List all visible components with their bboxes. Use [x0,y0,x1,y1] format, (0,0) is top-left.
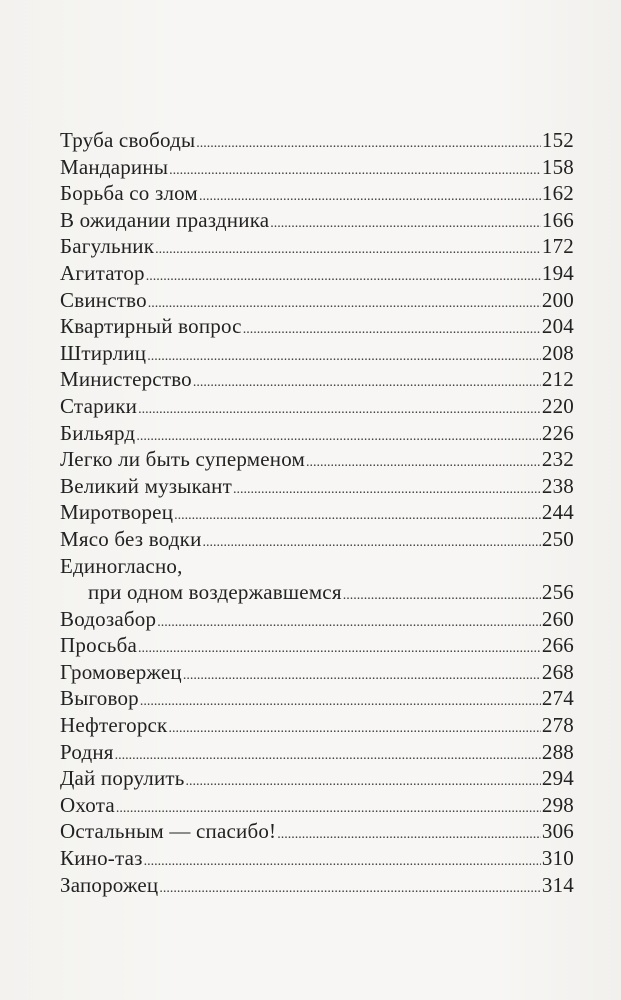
toc-entry [60,446,574,473]
toc-entry [60,712,574,739]
toc-entry-page: 166 [541,207,574,232]
toc-entry-title: Штирлиц [60,340,147,365]
toc-entry [60,818,574,845]
dot-leader [144,849,541,876]
toc-entry-page: 278 [541,713,574,738]
toc-entry-title: Квартирный вопрос [60,314,242,339]
toc-entry [60,393,574,420]
dot-leader [186,769,541,796]
toc-entry-title: Запорожец [60,872,159,897]
toc-entry-page: 266 [541,633,574,658]
toc-entry [60,792,574,819]
toc-entry [60,154,574,181]
toc-entry-page: 314 [541,872,574,897]
dot-leader [146,264,541,291]
toc-entry [60,739,574,766]
toc-entry-page: 256 [541,580,574,605]
toc-entry-page: 310 [541,846,574,871]
toc-entry [60,606,574,633]
dot-leader [155,237,541,264]
toc-entry-title: Министерство [60,367,192,392]
toc-entry [60,260,574,287]
dot-leader [169,158,541,185]
toc-entry-title: Мандарины [60,154,169,179]
dot-leader [270,211,541,238]
toc-entry-page: 250 [541,526,574,551]
dot-leader [147,344,541,371]
dot-leader [183,663,541,690]
toc-entry-page: 162 [541,181,574,206]
toc-entry-title: Нефтегорск [60,713,168,738]
toc-entry [60,765,574,792]
toc-entry-title: Просьба [60,633,137,658]
toc-entry [60,845,574,872]
toc-entry-page: 238 [541,473,574,498]
dot-leader [138,636,541,663]
toc-entry-page: 274 [541,686,574,711]
dot-leader [140,689,541,716]
toc-entry-title: Великий музыкант [60,473,232,498]
toc-entry-page: 288 [541,739,574,764]
toc-entry-page: 268 [541,659,574,684]
dot-leader [174,503,541,530]
dot-leader [168,716,540,743]
toc-entry-page: 244 [541,500,574,525]
toc-entry-title: Мясо без водки [60,526,202,551]
toc-entry [60,553,574,606]
toc-entry-page: 152 [541,128,574,152]
toc-entry-title: Остальным — спасибо! [60,819,277,844]
toc-entry [60,659,574,686]
toc-entry-title: Легко ли быть суперменом [60,447,306,472]
toc-entry [60,233,574,260]
toc-entry [60,872,574,899]
toc-entry-title: Агитатор [60,260,145,285]
toc-entry-page: 232 [541,447,574,472]
toc-entry [60,207,574,234]
dot-leader [138,397,541,424]
toc-entry-title: Бильярд [60,420,136,445]
toc-entry-title: Кино-таз [60,846,143,871]
toc-entry-page: 212 [541,367,574,392]
dot-leader [343,583,541,610]
toc-entry-title: Миротворец [60,500,174,525]
toc-entry [60,180,574,207]
toc-entry [60,473,574,500]
toc-entry [60,127,574,154]
dot-leader [159,876,541,903]
toc-entry-title: Багульник [60,234,155,259]
toc-entry-page: 220 [541,393,574,418]
toc-entry-title: Старики [60,393,138,418]
toc-entry-title: Дай порулить [60,766,185,791]
toc-entry-page: 306 [541,819,574,844]
toc-entry [60,420,574,447]
toc-entry-page: 158 [541,154,574,179]
toc-entry-page: 298 [541,792,574,817]
dot-leader [243,317,541,344]
toc-entry-title-line1: Единогласно, [60,553,183,578]
toc-entry-page: 260 [541,606,574,631]
toc-entry-title: Охота [60,792,115,817]
toc-entry [60,340,574,367]
dot-leader [157,610,541,637]
toc-entry [60,366,574,393]
toc-entry-title: Родня [60,739,114,764]
table-of-contents [60,127,574,898]
toc-entry-page: 294 [541,766,574,791]
toc-entry-title: Борьба со злом [60,181,198,206]
dot-leader [196,131,541,158]
toc-entry-page: 172 [541,234,574,259]
toc-entry-title: В ожидании праздника [60,207,270,232]
dot-leader [277,822,541,849]
dot-leader [233,477,541,504]
toc-entry-page: 208 [541,340,574,365]
toc-entry-page: 204 [541,314,574,339]
toc-entry-page: 226 [541,420,574,445]
dot-leader [193,370,541,397]
toc-entry-title: Свинство [60,287,147,312]
toc-entry-title: Громовержец [60,659,182,684]
toc-entry [60,313,574,340]
toc-entry-page: 200 [541,287,574,312]
toc-entry [60,287,574,314]
toc-entry-title-line2: при одном воздержавшемся [88,580,342,605]
dot-leader [203,530,541,557]
toc-entry-title: Выговор [60,686,139,711]
toc-entry [60,632,574,659]
toc-entry-title: Водозабор [60,606,157,631]
toc-entry [60,526,574,553]
toc-entry-page: 194 [541,260,574,285]
toc-entry-title: Труба свободы [60,128,196,152]
toc-entry [60,685,574,712]
toc-entry [60,499,574,526]
dot-leader [306,450,541,477]
